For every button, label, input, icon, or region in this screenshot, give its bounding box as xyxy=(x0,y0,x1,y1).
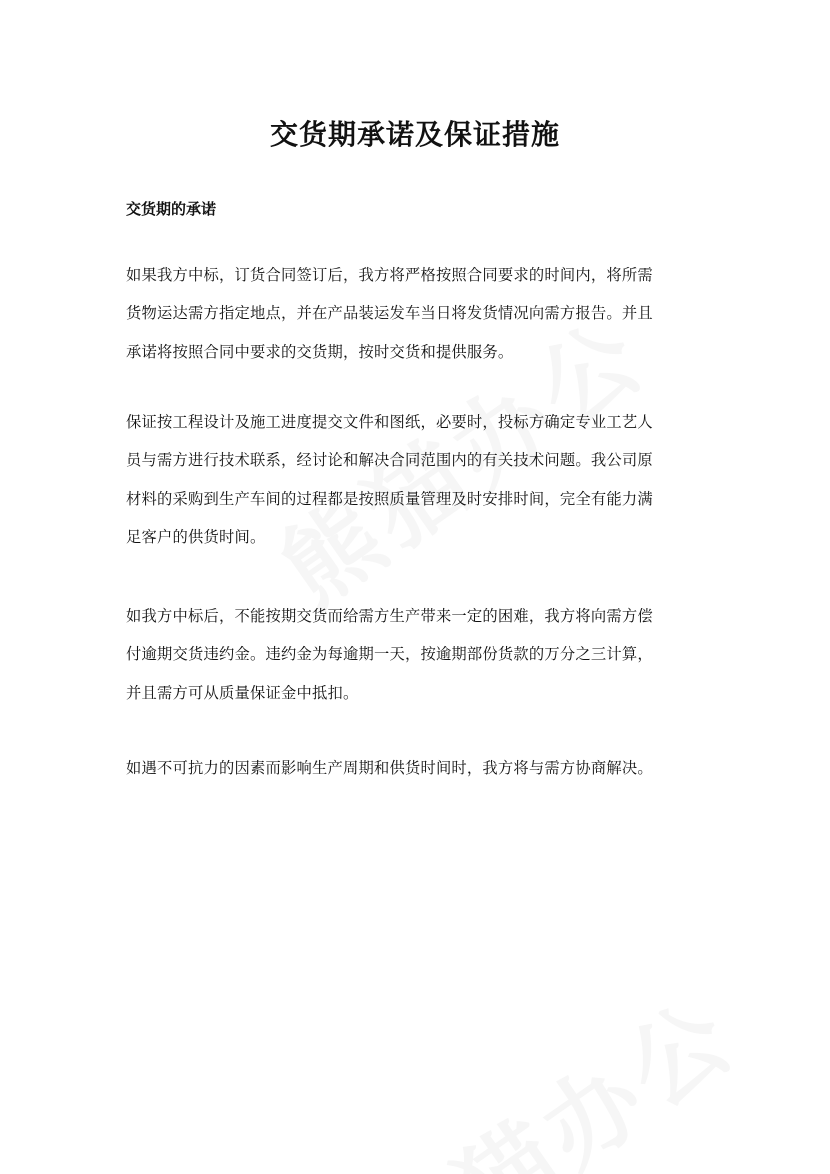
paragraph-line: 足客户的供货时间。 xyxy=(126,528,266,547)
paragraph-2 xyxy=(126,403,706,557)
watermark xyxy=(340,961,759,1174)
paragraph-1 xyxy=(126,256,706,371)
paragraph-4 xyxy=(126,749,706,787)
section-heading: 交货期的承诺 xyxy=(126,200,217,218)
paragraph-line: 货物运达需方指定地点，并在产品装运发车当日将发货情况向需方报告。并且 xyxy=(126,304,653,323)
paragraph-line: 保证按工程设计及施工进度提交文件和图纸，必要时，投标方确定专业工艺人 xyxy=(126,413,653,431)
paragraph-line: 如我方中标后，不能按期交货而给需方生产带来一定的困难，我方将向需方偿 xyxy=(126,607,653,625)
paragraph-3 xyxy=(126,597,706,712)
paragraph-line: 如遇不可抗力的因素而影响生产周期和供货时间时，我方将与需方协商解决。 xyxy=(126,759,653,777)
paragraph-line: 承诺将按照合同中要求的交货期，按时交货和提供服务。 xyxy=(126,342,514,361)
paragraph-line: 付逾期交货违约金。违约金为每逾期一天，按逾期部份货款的万分之三计算， xyxy=(126,645,653,664)
paragraph-line: 如果我方中标，订货合同签订后，我方将严格按照合同要求的时间内，将所需 xyxy=(126,266,653,284)
paragraph-line: 员与需方进行技术联系，经讨论和解决合同范围内的有关技术问题。我公司原 xyxy=(126,451,653,470)
page-title: 交货期承诺及保证措施 xyxy=(269,118,560,151)
paragraph-line: 并且需方可从质量保证金中抵扣。 xyxy=(126,683,359,702)
paragraph-line: 材料的采购到生产车间的过程都是按照质量管理及时安排时间，完全有能力满 xyxy=(126,489,653,508)
